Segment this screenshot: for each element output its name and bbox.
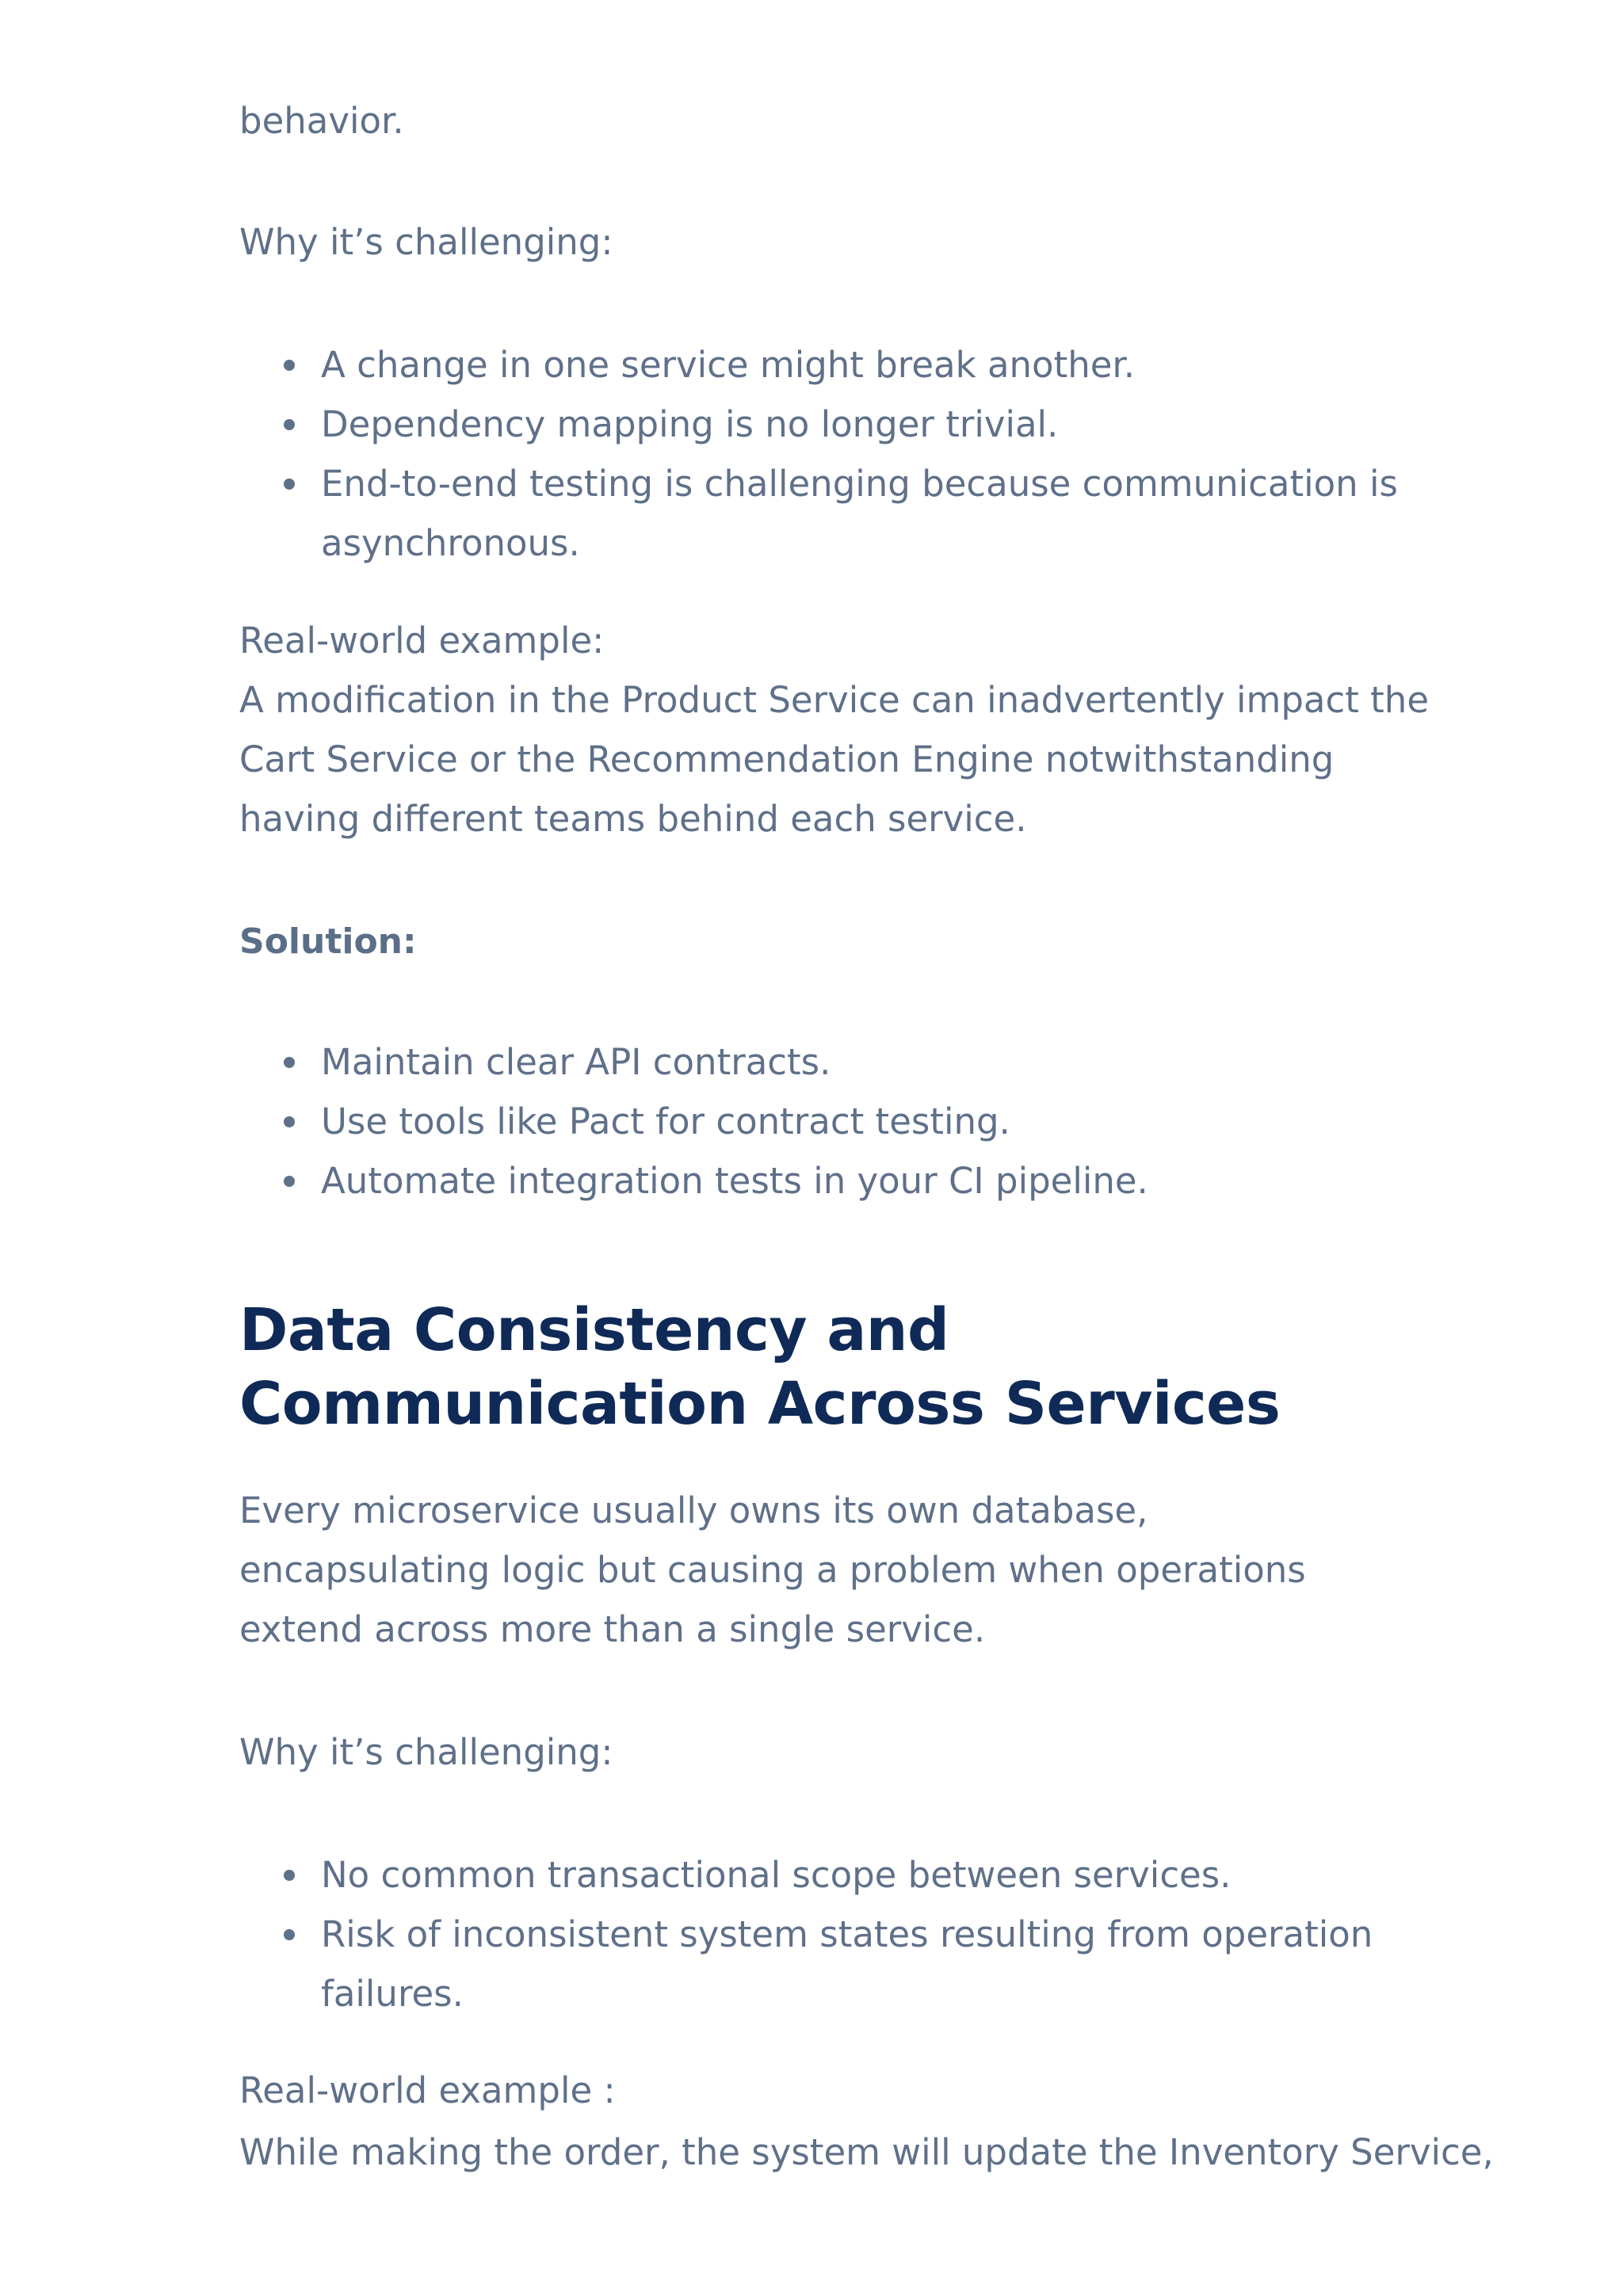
section-intro-text: Every microservice usually owns its own database, encapsulating logic but causing a problem when operations extend across more than a single service. — [239, 1489, 1306, 1650]
bullet-icon — [284, 1929, 295, 1940]
why-challenging-label-2: Why it’s challenging: — [239, 1731, 613, 1773]
list-item: No common transactional scope between services. — [239, 1845, 1444, 1905]
list-item: Use tools like Pact for contract testing. — [239, 1092, 1444, 1151]
list-item: End-to-end testing is challenging because communication is asynchronous. — [239, 454, 1446, 573]
bullet-icon — [284, 360, 295, 371]
why-challenging-label-1: Why it’s challenging: — [239, 221, 613, 263]
list-item: Maintain clear API contracts. — [239, 1032, 1444, 1092]
real-world-example-text-2: While making the order, the system will update the Inventory Service, — [239, 2131, 1494, 2173]
section-heading: Data Consistency and Communication Across Services — [239, 1296, 1281, 1438]
bullet-icon — [284, 1870, 295, 1881]
list-item: Risk of inconsistent system states resulting from operation failures. — [239, 1905, 1430, 2023]
list-item: Automate integration tests in your CI pipeline. — [239, 1151, 1444, 1211]
bullet-icon — [284, 479, 295, 490]
bullet-icon — [284, 419, 295, 430]
why-challenging-list-2 — [239, 1845, 1444, 2023]
solution-label: Solution: — [239, 921, 417, 962]
real-world-example-text-1: A modification in the Product Service can inadvertently impact the Cart Service or the Recommendation Engine notwithstanding having different teams behind each service. — [239, 679, 1430, 840]
why-challenging-list-1 — [239, 335, 1444, 573]
solution-list — [239, 1032, 1444, 1211]
bullet-icon — [284, 1057, 295, 1068]
list-item: Dependency mapping is no longer trivial. — [239, 395, 1444, 454]
real-world-example-label-2: Real-world example : — [239, 2069, 616, 2111]
intro-tail-text: behavior. — [239, 100, 404, 142]
real-world-example-label-1: Real-world example: — [239, 620, 605, 662]
list-item: A change in one service might break another. — [239, 335, 1444, 395]
bullet-icon — [284, 1116, 295, 1127]
bullet-icon — [284, 1176, 295, 1187]
